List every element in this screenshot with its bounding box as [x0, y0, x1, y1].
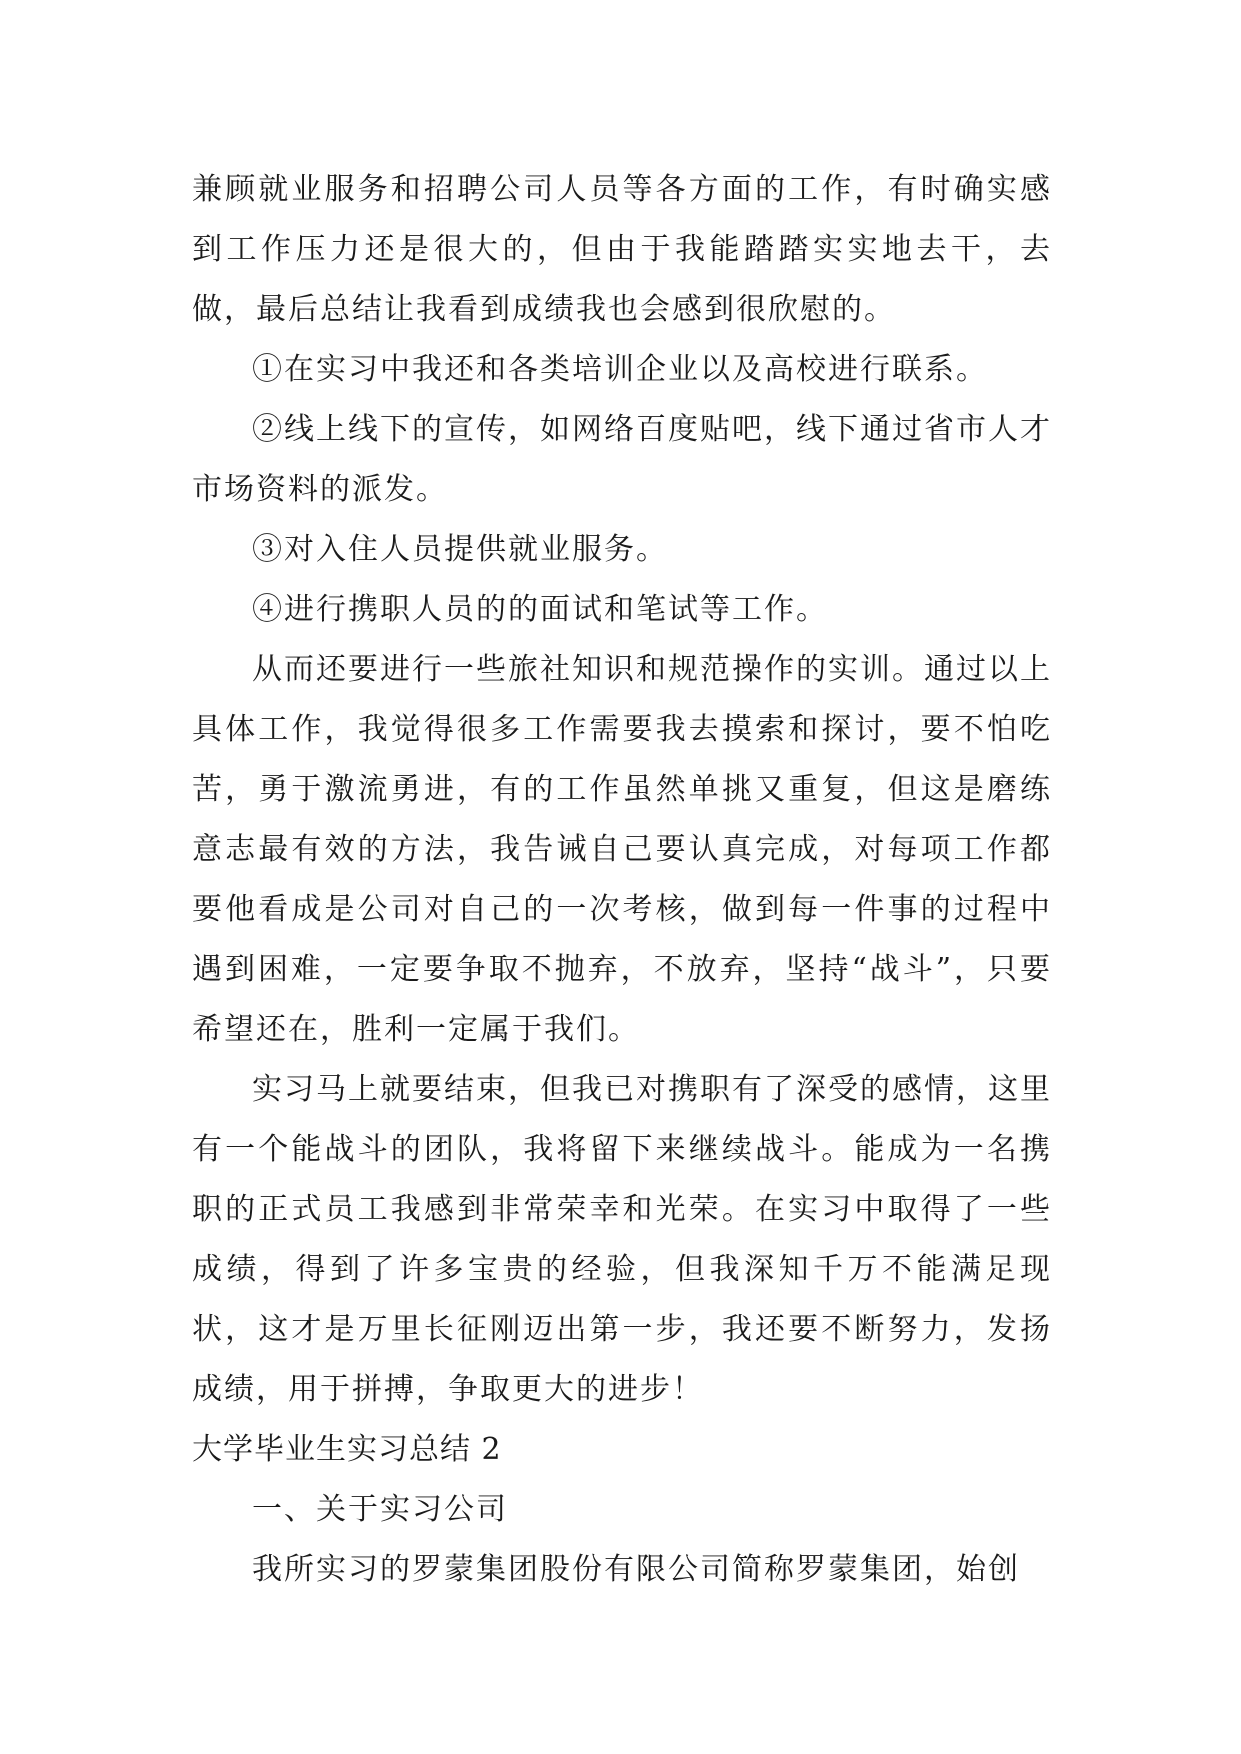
paragraph-1: 兼顾就业服务和招聘公司人员等各方面的工作，有时确实感到工作压力还是很大的，但由于我能踏踏实实地去干，去做，最后总结让我看到成绩我也会感到很欣慰的。	[192, 172, 1052, 327]
paragraph-3: ②线上线下的宣传，如网络百度贴吧，线下通过省市人才市场资料的派发。	[192, 412, 1052, 507]
paragraph-last: 我所实习的罗蒙集团股份有限公司简称罗蒙集团，始创	[252, 1552, 1020, 1587]
section-title: 大学毕业生实习总结 2	[192, 1432, 502, 1467]
paragraph-4: ③对入住人员提供就业服务。	[252, 532, 668, 567]
paragraph-2: ①在实习中我还和各类培训企业以及高校进行联系。	[252, 352, 988, 387]
subheading: 一、关于实习公司	[252, 1492, 508, 1527]
paragraph-7: 实习马上就要结束，但我已对携职有了深受的感情，这里有一个能战斗的团队，我将留下来继续战斗。能成为一名携职的正式员工我感到非常荣幸和光荣。在实习中取得了一些成绩，得到了许多宝贵的经验，但我深知千万不能满足现状，这才是万里长征刚迈出第一步，我还要不断努力，发扬成绩，用于拼搏，争取更大的进步！	[192, 1072, 1052, 1407]
paragraph-5: ④进行携职人员的的面试和笔试等工作。	[252, 592, 828, 627]
document-page	[192, 160, 1052, 1600]
paragraph-6: 从而还要进行一些旅社知识和规范操作的实训。通过以上具体工作，我觉得很多工作需要我去摸索和探讨，要不怕吃苦，勇于激流勇进，有的工作虽然单挑又重复，但这是磨练意志最有效的方法，我告诫自己要认真完成，对每项工作都要他看成是公司对自己的一次考核，做到每一件事的过程中遇到困难，一定要争取不抛弃，不放弃，坚持“战斗”，只要希望还在，胜利一定属于我们。	[192, 652, 1052, 1047]
